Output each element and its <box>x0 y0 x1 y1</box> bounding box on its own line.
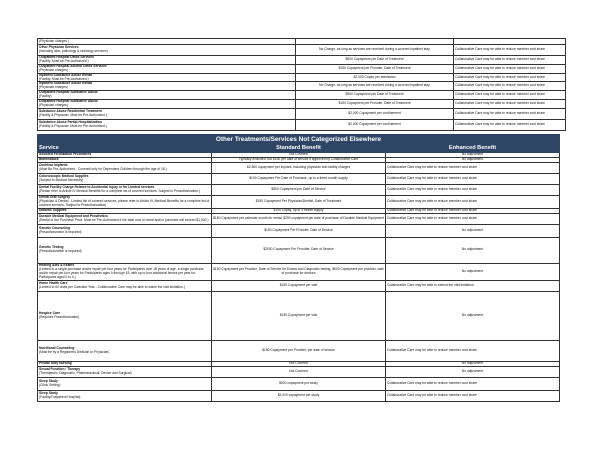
service-cell <box>38 280 212 291</box>
benefit-row <box>38 263 560 280</box>
standard-benefit-cell: $150 Copayment Per Provider, Date of Service <box>212 224 386 237</box>
standard-benefit-cell: Typically excluded, but $150 per date of service if approved by Collaborative Care <box>212 157 386 162</box>
service-note: (Limited to a single purchase and/or repair per four years for Participants over 18 years of age, a single purchase and/or repair per four years for Participants ages 0 through 18, with up to four additional lenses per year for Participants aged 0 to 4.) <box>39 266 204 279</box>
other-treatments-table <box>37 134 560 402</box>
benefit-row <box>38 45 566 56</box>
service-cell <box>38 390 212 401</box>
benefit-row <box>38 162 560 173</box>
service-title: Dental Facility Charge Related to Accidental Injury or for Limited services <box>39 184 155 189</box>
benefit-row <box>38 100 566 109</box>
section-banner-row <box>38 134 560 144</box>
standard-benefit-cell: No Charge, as long as services are received during a covered inpatient stay <box>296 82 454 91</box>
benefit-row <box>38 184 560 195</box>
service-cell <box>38 263 212 280</box>
standard-benefit-cell: $2,000 Copayment per confinement <box>296 108 454 119</box>
service-cell <box>38 108 296 119</box>
service-title: Outpatient Hospital Detox Services <box>39 55 94 59</box>
service-cell <box>38 224 212 237</box>
service-note: (Subject to Medical Necessity) <box>39 177 84 182</box>
service-title: Outpatient Hospital Substance Abuse <box>39 90 98 95</box>
service-cell <box>38 45 296 56</box>
benefit-row <box>38 56 566 65</box>
enhanced-benefit-cell: No adjustment <box>386 361 560 366</box>
service-title: Substance Abuse Residential Treatment <box>39 108 102 113</box>
benefit-row <box>38 82 566 91</box>
enhanced-benefit-cell: Collaborative Care may be able to reduce member cost share <box>386 213 560 224</box>
standard-benefit-cell: $500 copayment per study <box>212 377 386 390</box>
standard-benefit-cell: $2,000 Copay per admission <box>296 73 454 82</box>
service-title: Substance Abuse Partial Hospitalization <box>39 119 102 124</box>
header-enhanced-benefit: Enhanced Benefit <box>386 144 560 152</box>
service-title: Outpatient Hospital Substance Abuse <box>39 99 98 104</box>
standard-benefit-cell: $150 Copayment per Provider, Date of Treatment <box>296 64 454 73</box>
enhanced-benefit-cell: Collaborative Care may be able to reduce member cost share <box>454 56 566 65</box>
service-note: (Preauthorization is required) <box>39 249 82 254</box>
service-title: Durable Medical Equipment and Prosthetics <box>39 213 108 218</box>
standard-benefit-cell: Not Covered <box>212 361 386 366</box>
benefits-table-top <box>37 38 566 131</box>
service-cell <box>38 377 212 390</box>
enhanced-benefit-cell: No adjustment <box>386 237 560 263</box>
service-cell <box>38 56 296 65</box>
enhanced-benefit-cell: Collaborative Care may be able to reduce member cost share <box>386 195 560 208</box>
benefits-page <box>37 38 560 402</box>
service-title: Diabetic Supplies <box>39 207 67 212</box>
enhanced-benefit-cell: Collaborative Care may be able to reduce member cost share <box>454 91 566 100</box>
benefit-row <box>38 280 560 291</box>
service-title: Dental Oral Surgery <box>39 195 70 200</box>
enhanced-benefit-cell: No adjustment <box>386 224 560 237</box>
standard-benefit-cell: $100 Copayment Per Date of Purchase, up to a three-month supply <box>212 173 386 184</box>
benefit-row <box>38 224 560 237</box>
service-cell <box>38 100 296 109</box>
enhanced-benefit-cell: Collaborative Care may be able to extend the visit limitation. <box>386 280 560 291</box>
enhanced-benefit-cell: No adjustment <box>386 157 560 162</box>
service-note: (including labs, pathology & radiology services) <box>39 49 108 53</box>
service-cell <box>38 173 212 184</box>
standard-benefit-cell: $150 Copayment per Provider, per date of service <box>212 340 386 361</box>
enhanced-benefit-cell: Collaborative Care may be able to reduce member cost share <box>386 390 560 401</box>
service-note: (Facility & Physician. Must be Pre-Authorized.) <box>39 112 107 117</box>
enhanced-benefit-cell: Collaborative Care may be able to reduce member cost share <box>454 64 566 73</box>
standard-benefit-cell: $150 Copayment per visit <box>212 291 386 340</box>
service-title: Biofeedback <box>39 156 59 161</box>
enhanced-benefit-cell: Collaborative Care may be able to reduce member cost share <box>386 208 560 213</box>
service-note: (Please refer to Article IV Medical Benefits for a complete list of covered services. Subject to Preauthorization.) <box>39 188 201 193</box>
service-note: (Preauthorization is required) <box>39 229 82 234</box>
service-note: (Rental or the Purchase Price. Must be Pre-Authorized if the total cost of rental and/or purchase will exceed $1,500.) <box>39 217 209 222</box>
service-title: Private Duty Nursing <box>39 360 72 365</box>
benefit-row <box>38 91 566 100</box>
standard-benefit-cell: $500 Copayment per Date of Service <box>212 184 386 195</box>
service-title: Sexual Function / Therapy <box>39 366 81 371</box>
service-cell <box>38 64 296 73</box>
benefit-row <box>38 73 566 82</box>
enhanced-benefit-cell: Collaborative Care may be able to reduce member cost share <box>454 45 566 56</box>
service-cell <box>38 340 212 361</box>
benefit-row <box>38 195 560 208</box>
standard-benefit-cell: $150 Copayment per Provider, Date of Treatment <box>296 100 454 109</box>
enhanced-benefit-cell: Collaborative Care may be able to reduce member cost share <box>454 119 566 130</box>
service-note: (Limited to 60 visits per Calendar Year - Collaborative Care may be able to waive the visit limitation.) <box>39 284 185 289</box>
benefit-row <box>38 377 560 390</box>
standard-benefit-cell: $500 Copayment per Date of Treatment <box>296 91 454 100</box>
service-note: (Must Be Pre-Authorized - Covered only for Dependent Children through the age of 18.) <box>39 166 167 171</box>
standard-benefit-cell: $150 Copayment Per Physician/Dentist, Date of Treatment <box>212 195 386 208</box>
service-note: (Physician charges.) <box>39 38 69 43</box>
enhanced-benefit-cell: Collaborative Care may be able to reduce member cost share <box>454 108 566 119</box>
service-title: Genetic Testing <box>39 245 64 250</box>
service-note: (Physician charges) <box>39 85 68 90</box>
service-title: Outpatient Hospital Alcohol Detox Services <box>39 63 107 68</box>
benefit-row <box>38 390 560 401</box>
enhanced-benefit-cell: Collaborative Care may be able to reduce member cost share <box>454 100 566 109</box>
service-title: Inpatient Substance Abuse Rehab <box>39 72 93 77</box>
service-note: (Must be by a Registered Dietician or Physician) <box>39 349 110 354</box>
service-note: (Facility. Must be Pre-Authorized.) <box>39 58 89 63</box>
service-cell <box>38 195 212 208</box>
standard-benefit-cell: $2,500 copayment per implant, including physician and facility charges <box>212 162 386 173</box>
service-note: (Clinic Setting) <box>39 382 61 387</box>
service-title: Assisted Fertilization Procedures <box>39 151 92 156</box>
enhanced-benefit-cell: Collaborative Care may be able to reduce member cost share <box>386 173 560 184</box>
service-note: (Therapeutic, Diagnostic, Pharmaceutical, Device and Surgical) <box>39 370 132 375</box>
service-note: (Facility & Physician. Must be Pre-Authorized.) <box>39 123 107 128</box>
service-cell <box>38 119 296 130</box>
enhanced-benefit-cell: No adjustment <box>386 263 560 280</box>
enhanced-benefit-cell: Collaborative Care may be able to reduce member cost share <box>386 377 560 390</box>
service-title: Colonoscopic Medical Supplies <box>39 173 89 178</box>
service-note: (Physician & Dentist - Limited list of covered services, please refer to Article IV, Medical Benefits for a complete list of covered services. Subject to Preauthorization) <box>39 198 210 207</box>
service-title: Home Health Care <box>39 280 68 285</box>
service-title: Other Physician Services <box>39 45 79 50</box>
enhanced-benefit-cell: Collaborative Care may be able to reduce member cost share <box>386 162 560 173</box>
benefit-row <box>38 108 566 119</box>
service-title: Genetic Counseling <box>39 225 70 230</box>
benefit-row <box>38 119 566 130</box>
service-note: (Requires Preauthorization) <box>39 314 80 319</box>
service-title: Inpatient Substance Abuse Rehab <box>39 81 93 86</box>
service-title: Hearing Aids & Exams <box>39 262 75 267</box>
standard-benefit-cell: Not Covered <box>212 152 386 157</box>
standard-benefit-cell: $150 Copayment per visit <box>212 280 386 291</box>
service-note: (Facility. Must be Pre-Authorized.) <box>39 76 89 81</box>
service-title: Hospice Care <box>39 310 61 315</box>
service-note: (Physician charges) <box>39 67 68 72</box>
enhanced-benefit-cell: Collaborative Care may be able to reduce member cost share <box>454 73 566 82</box>
standard-benefit-cell: Not Covered <box>212 366 386 377</box>
service-cell <box>38 291 212 340</box>
standard-benefit-cell: $500 Copayment per Date of Treatment <box>296 56 454 65</box>
standard-benefit-cell: $150 Copayment per Provider, Date of Service for Exams and Diagnostic testing, $500 Copayment per provider, date of purchase for devices <box>212 263 386 280</box>
enhanced-benefit-cell: No adjustment <box>386 291 560 340</box>
service-title: Sleep Study <box>39 378 58 383</box>
enhanced-benefit-cell: No adjustment <box>386 152 560 157</box>
section-banner: Other Treatments/Services Not Categorized Elsewhere <box>38 134 560 144</box>
benefit-row <box>38 340 560 361</box>
standard-benefit-cell: $2,000 copayment per study <box>212 390 386 401</box>
enhanced-benefit-cell: Collaborative Care may be able to reduce member cost share <box>386 184 560 195</box>
service-note: (Facility) <box>39 94 52 99</box>
service-cell <box>38 184 212 195</box>
standard-benefit-cell: No Charge, as long as services are received during a covered inpatient stay <box>296 45 454 56</box>
enhanced-benefit-cell: No adjustment <box>386 366 560 377</box>
service-cell <box>38 162 212 173</box>
service-cell <box>38 366 212 377</box>
service-title: Sleep Study <box>39 390 58 395</box>
benefit-row <box>38 366 560 377</box>
enhanced-benefit-cell: Collaborative Care may be able to reduce member cost share <box>454 82 566 91</box>
benefit-row <box>38 291 560 340</box>
header-service: Service <box>38 144 212 152</box>
service-cell <box>38 237 212 263</box>
service-title: Cochlear Implants <box>39 162 68 167</box>
standard-benefit-cell: $2000 Copayment Per Provider, Date of Service <box>212 237 386 263</box>
benefit-row <box>38 173 560 184</box>
benefit-row <box>38 237 560 263</box>
benefit-row <box>38 64 566 73</box>
service-note: (Physician charges) <box>39 102 68 107</box>
service-title: Nutritional Counseling <box>39 345 75 350</box>
standard-benefit-cell: $2,000 Copayment per confinement <box>296 119 454 130</box>
standard-benefit-cell: $100 Copay, up to 3 month supply <box>212 208 386 213</box>
standard-benefit-cell: $150 Copayment per calendar month for rental; $250 copayment per date of purchase of Durable Medical Equipment <box>212 213 386 224</box>
enhanced-benefit-cell: Collaborative Care may be able to reduce member cost share <box>386 340 560 361</box>
service-note: (Facility/Outpatient Hospital) <box>39 394 81 399</box>
service-cell <box>38 213 212 224</box>
header-standard-benefit: Standard Benefit <box>212 144 386 152</box>
benefit-row <box>38 213 560 224</box>
